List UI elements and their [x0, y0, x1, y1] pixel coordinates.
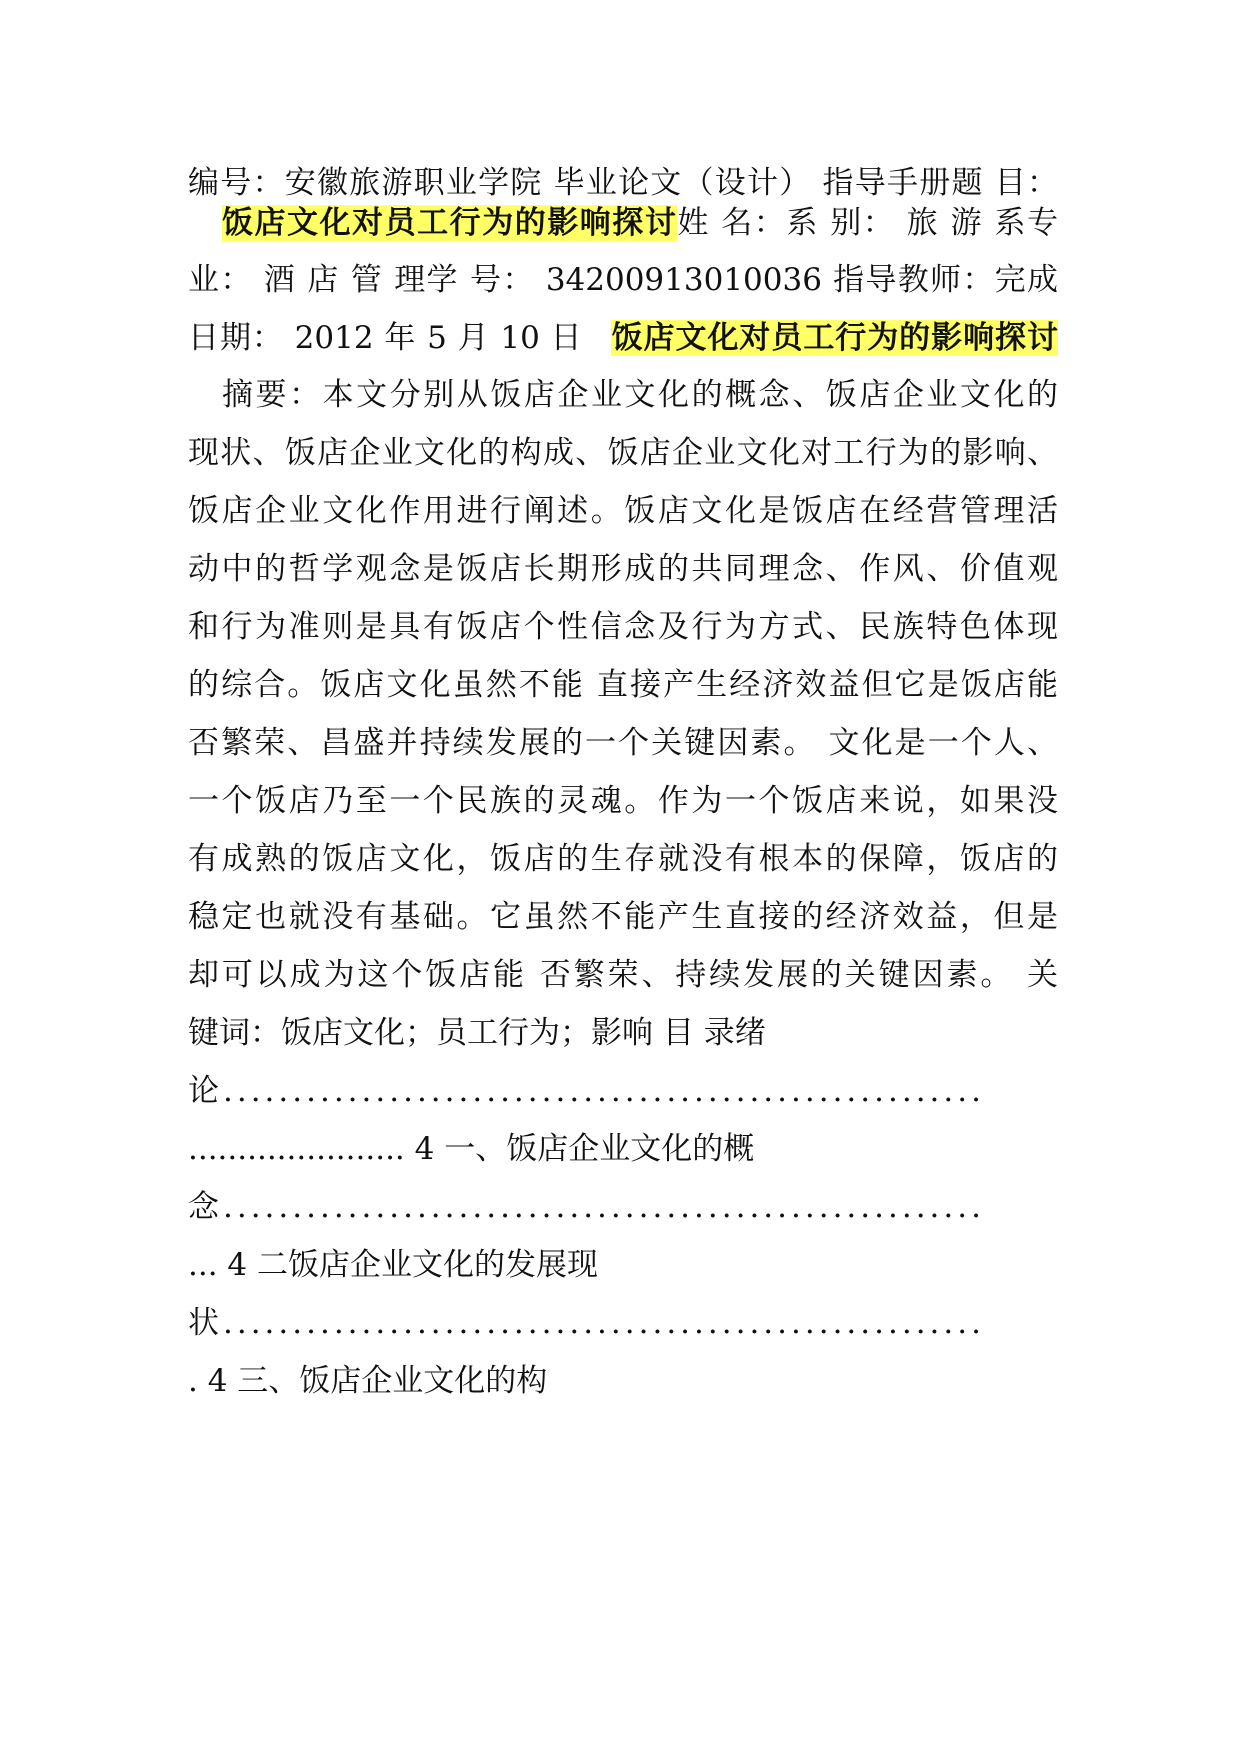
abstract-line-4: [188, 544, 1058, 594]
abstract-line-7: [188, 718, 1058, 768]
abstract-line-9: [188, 834, 1058, 884]
header-text: 编号：安徽旅游职业学院 毕业论文（设计） 指导手册题 目：: [188, 165, 1058, 201]
toc-entry: 念.......................................................: [188, 1189, 985, 1225]
toc-entry: 论.......................................................: [188, 1073, 985, 1109]
abstract-text: 有成熟的饭店文化，饭店的生存就没有根本的保障，饭店的: [188, 841, 1058, 877]
keywords-line: [188, 1008, 1058, 1058]
thesis-title-highlight-2: 饭店文化对员工行为的影响探讨: [610, 320, 1058, 356]
name-department-text: 姓 名：系 别： 旅 游 系专: [677, 205, 1058, 241]
abstract-text: 的综合。饭店文化虽然不能 直接产生经济效益但它是饭店能: [188, 667, 1058, 703]
toc-entry: ... 4 二饭店企业文化的发展现: [188, 1247, 598, 1283]
abstract-line-3: [188, 486, 1058, 536]
abstract-text: 否繁荣、昌盛并持续发展的一个关键因素。 文化是一个人、: [188, 725, 1058, 761]
abstract-line-11: [188, 950, 1058, 1000]
abstract-line-8: [188, 776, 1058, 826]
abstract-line-5: [188, 602, 1058, 652]
toc-entry: 状.......................................................: [188, 1305, 985, 1341]
abstract-text: 却可以成为这个饭店能 否繁荣、持续发展的关键因素。 关: [188, 957, 1058, 993]
toc-line-2: [188, 1124, 1058, 1174]
abstract-text: 现状、饭店企业文化的构成、饭店企业文化对工行为的影响、: [188, 435, 1058, 471]
abstract-text: 一个饭店乃至一个民族的灵魂。作为一个饭店来说，如果没: [188, 783, 1058, 819]
major-id-line: [188, 255, 1058, 305]
abstract-text: 稳定也就没有基础。它虽然不能产生直接的经济效益，但是: [188, 899, 1058, 935]
abstract-text: 饭店企业文化作用进行阐述。饭店文化是饭店在经营管理活: [188, 493, 1058, 529]
toc-line-4: [188, 1240, 1058, 1290]
toc-line-1: [188, 1066, 1058, 1116]
toc-line-3: [188, 1182, 1058, 1232]
abstract-text: 动中的哲学观念是饭店长期形成的共同理念、作风、价值观: [188, 551, 1058, 587]
abstract-line-10: [188, 892, 1058, 942]
thesis-title-highlight: 饭店文化对员工行为的影响探讨: [222, 205, 678, 241]
date-title-line: [188, 313, 1058, 363]
keywords-text: 键词：饭店文化；员工行为；影响 目 录绪: [188, 1015, 766, 1051]
abstract-text: 和行为准则是具有饭店个性信念及行为方式、民族特色体现: [188, 609, 1058, 645]
abstract-line-6: [188, 660, 1058, 710]
abstract-text: 摘要：本文分别从饭店企业文化的概念、饭店企业文化的: [222, 377, 1058, 413]
toc-entry: . 4 三、饭店企业文化的构: [188, 1363, 548, 1399]
toc-line-6: [188, 1356, 1058, 1406]
toc-line-5: [188, 1298, 1058, 1348]
major-id-text: 业： 酒 店 管 理学 号： 34200913010036 指导教师：完成: [188, 262, 1058, 298]
abstract-line-2: [188, 428, 1058, 478]
abstract-line-1: [222, 370, 1058, 420]
title-name-line: [222, 198, 1058, 248]
completion-date-text: 日期： 2012 年 5 月 10 日: [188, 320, 583, 356]
toc-entry: ...................... 4 一、饭店企业文化的概: [188, 1131, 755, 1167]
